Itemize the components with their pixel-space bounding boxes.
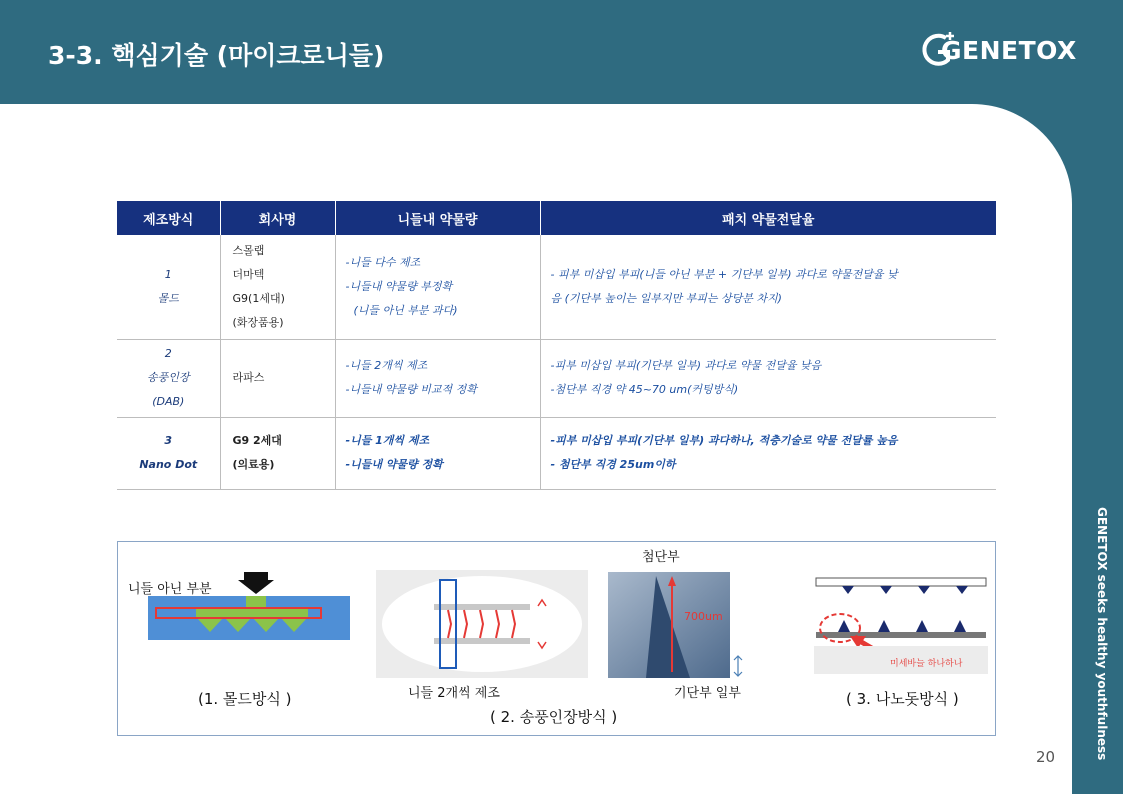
cell-line: 더마텍 bbox=[232, 267, 265, 281]
cell-line: 3 bbox=[164, 434, 173, 447]
cell-delivery bbox=[540, 339, 996, 417]
cell-method bbox=[117, 417, 220, 489]
header-delivery: 패치 약물전달율 bbox=[540, 201, 996, 235]
cell-dose bbox=[335, 235, 540, 339]
dab-method-illustration bbox=[376, 570, 588, 678]
cell-line: 라파스 bbox=[232, 371, 265, 384]
slogan bbox=[1092, 507, 1112, 761]
tip-label: 첨단부 bbox=[642, 550, 680, 565]
slogan-text: GENETOX seeks healthy youthfulness bbox=[1095, 507, 1109, 761]
nanodot-caption: ( 3. 나노돗방식 ) bbox=[846, 690, 959, 708]
cell-line: -니들 1개씩 제조 bbox=[345, 434, 430, 447]
cell-line: (DAB) bbox=[152, 395, 185, 408]
mold-label: 니들 아닌 부분 bbox=[128, 582, 212, 597]
updown-arrow-icon bbox=[732, 654, 744, 678]
dab-caption: ( 2. 송풍인장방식 ) bbox=[490, 708, 618, 726]
cell-line: -니들 다수 제조 bbox=[345, 255, 421, 269]
method-diagram-panel bbox=[117, 541, 996, 736]
cell-method bbox=[117, 235, 220, 339]
cell-line: 몰드 bbox=[157, 291, 179, 305]
table-header-row bbox=[117, 201, 996, 235]
genetox-logo bbox=[918, 28, 1077, 74]
comparison-table bbox=[117, 201, 996, 490]
cell-company bbox=[220, 235, 335, 339]
cell-line: -니들내 약물량 비교적 정확 bbox=[345, 383, 477, 396]
cell-method bbox=[117, 339, 220, 417]
cell-dose bbox=[335, 339, 540, 417]
cell-line: 송풍인장 bbox=[146, 371, 190, 384]
header-method: 제조방식 bbox=[117, 201, 220, 235]
cell-delivery bbox=[540, 417, 996, 489]
table-row bbox=[117, 339, 996, 417]
dab-label: 니들 2개씩 제조 bbox=[408, 686, 500, 701]
page-number: 20 bbox=[1036, 748, 1056, 766]
cell-dose bbox=[335, 417, 540, 489]
table-row bbox=[117, 235, 996, 339]
cell-line: -니들 2개씩 제조 bbox=[345, 359, 428, 372]
table-row bbox=[117, 417, 996, 489]
tip-size-label: 700um bbox=[684, 610, 723, 623]
curved-corner bbox=[972, 104, 1072, 204]
header-company: 회사명 bbox=[220, 201, 335, 235]
cell-line: - 피부 미삽입 부피(니들 아닌 부분 + 기단부 일부) 과다로 약물전달율 낮 bbox=[550, 267, 898, 281]
header-dose: 니들내 약물량 bbox=[335, 201, 540, 235]
mold-caption: (1. 몰드방식 ) bbox=[198, 690, 292, 708]
logo-text: GENETOX bbox=[941, 36, 1077, 65]
cell-line: -피부 미삽입 부피(기단부 일부) 과다하나, 적층기술로 약물 전달률 높음 bbox=[550, 434, 898, 447]
slide-title: 3-3. 핵심기술 (마이크로니들) bbox=[48, 41, 385, 70]
cell-line: -니들내 약물량 정확 bbox=[345, 458, 443, 471]
cell-line: -니들내 약물량 부정확 bbox=[345, 279, 453, 293]
cell-line: - 첨단부 직경 25um이하 bbox=[550, 458, 676, 471]
cell-company bbox=[220, 339, 335, 417]
cell-line: (화장품용) bbox=[232, 315, 284, 329]
cell-company bbox=[220, 417, 335, 489]
cell-line: G9(1세대) bbox=[232, 291, 285, 305]
cell-line: 1 bbox=[164, 267, 172, 281]
cell-line: 2 bbox=[164, 347, 172, 360]
cell-delivery bbox=[540, 235, 996, 339]
cell-line: (의료용) bbox=[232, 458, 275, 471]
nano-note: 미세바늘 하나하나 bbox=[890, 659, 963, 669]
cell-line: -피부 미삽입 부피(기단부 일부) 과다로 약물 전달율 낮음 bbox=[550, 359, 822, 372]
cell-line: -첨단부 직경 약 45~70 um(커팅방식) bbox=[550, 383, 739, 396]
cell-line: G9 2세대 bbox=[232, 434, 282, 447]
cell-line: (니들 아닌 부분 과다) bbox=[353, 303, 458, 317]
base-label: 기단부 일부 bbox=[674, 686, 741, 701]
needle-photo bbox=[608, 572, 730, 678]
cell-line: 스몰랩 bbox=[232, 243, 265, 257]
cell-line: Nano Dot bbox=[139, 458, 198, 471]
cell-line: 음 (기단부 높이는 일부지만 부피는 상당분 차지) bbox=[550, 291, 782, 305]
